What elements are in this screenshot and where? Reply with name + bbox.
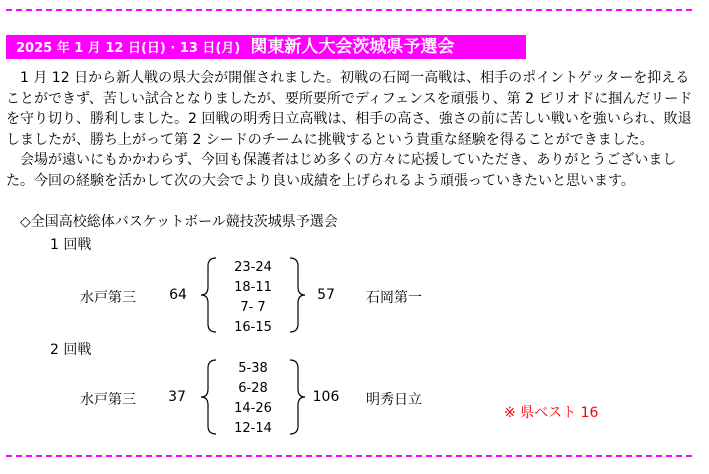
round2-period-1: 5-38 — [238, 361, 268, 376]
round2-home-team: 水戸第三 — [80, 392, 136, 408]
bottom-divider — [6, 455, 692, 457]
round1-right-brace — [288, 256, 306, 334]
round2-left-brace — [200, 358, 218, 436]
round1-period-scores — [218, 258, 288, 338]
round2-period-4: 12-14 — [234, 421, 272, 436]
round1-left-brace — [200, 256, 218, 334]
title-banner — [6, 35, 526, 59]
round2-right-brace — [288, 358, 306, 436]
round2-period-2: 6-28 — [238, 381, 268, 396]
round1-period-2: 18-11 — [234, 280, 272, 295]
round2-label: 2 回戦 — [50, 342, 92, 358]
round1-home-team: 水戸第三 — [80, 290, 136, 306]
round1-period-4: 16-15 — [234, 320, 272, 335]
paragraph-2: 会場が遠いにもかかわらず、今回も保護者はじめ多くの方々に応援していただき、ありがとうございました。今回の経験を活かして次の大会でより良い成績を上げられるよう頑張っていきたいと思います。 — [6, 152, 677, 189]
top-divider — [6, 9, 692, 11]
round2-away-score: 106 — [312, 389, 340, 405]
round2-period-3: 14-26 — [234, 401, 272, 416]
title-text: 関東新人大会茨城県予選会 — [250, 37, 455, 57]
round1-away-score: 57 — [317, 287, 335, 303]
title-date: 2025 年 1 月 12 日(日) · 13 日(月) — [16, 41, 241, 56]
report-body — [6, 68, 696, 192]
round2-home-score: 37 — [168, 389, 186, 405]
round2-away-team: 明秀日立 — [366, 392, 422, 408]
best16-note: ※ 県ベスト 16 — [504, 405, 599, 421]
round1-home-score: 64 — [169, 287, 187, 303]
round1-period-1: 23-24 — [234, 260, 272, 275]
results-heading: ◇全国高校総体バスケットボール競技茨城県予選会 — [20, 214, 338, 230]
round2-period-scores — [218, 359, 288, 439]
round1-away-team: 石岡第一 — [366, 290, 422, 306]
paragraph-1: 1 月 12 日から新人戦の県大会が開催されました。初戦の石岡一高戦は、相手のポイントゲッターを抑えることができず、苦しい試合となりましたが、要所要所でディフェンスを頑張り、第 2 ピリオドに掴んだリードを守り切り、勝利しました。2 回戦の明秀日立高戦は、相手の高さ、強さの前に苦しい戦いを強いられ、敗退しましたが、勝ち上がって第 2 シードのチームに挑戦するという貴重な経験を得ることができました。 — [6, 70, 693, 148]
round1-label: 1 回戦 — [50, 237, 92, 253]
round1-period-3: 7- 7 — [240, 300, 266, 315]
